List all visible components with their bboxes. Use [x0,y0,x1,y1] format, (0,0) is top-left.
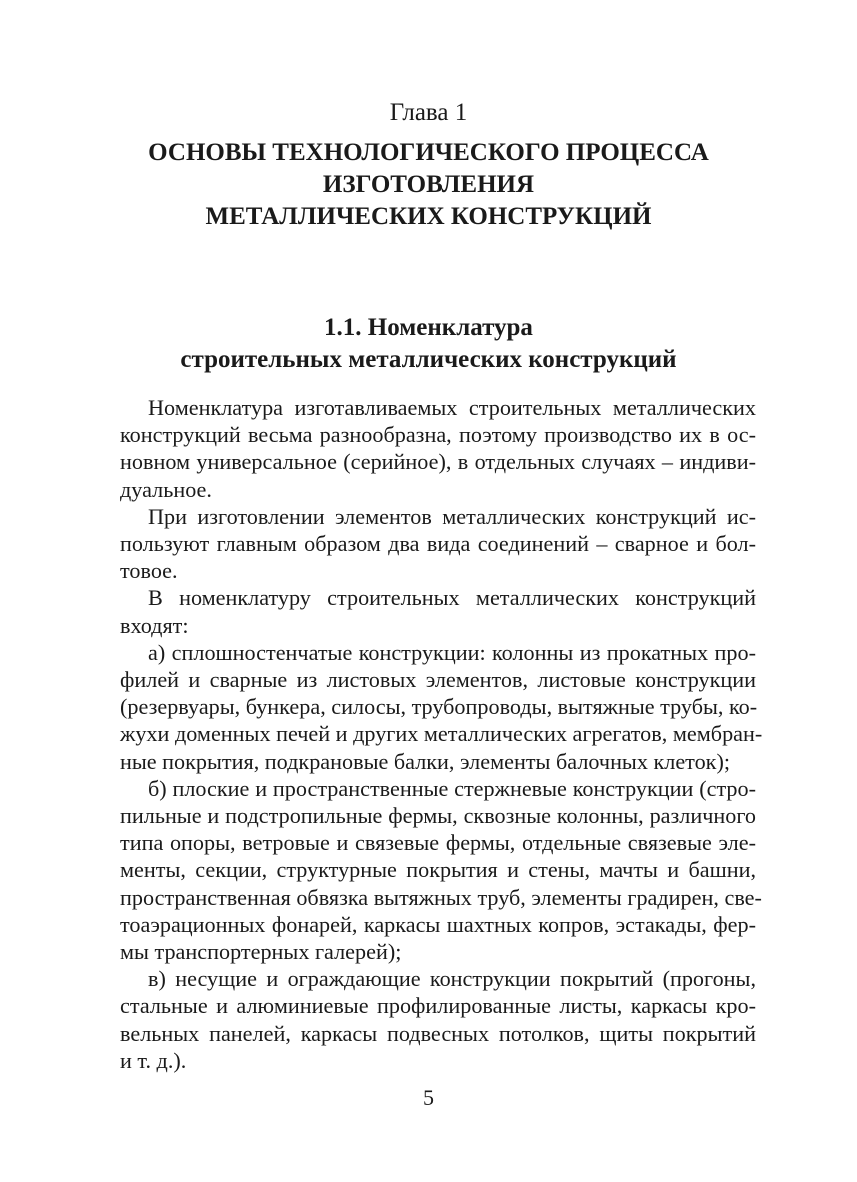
paragraph [120,965,756,1074]
chapter-title [0,137,857,233]
chapter-label: Глава 1 [389,99,468,126]
text-line: пользуют главным образом два вида соединений – сварное и бол- [120,531,756,557]
text-line: конструкций весьма разнообразна, поэтому производство их в ос- [120,422,756,448]
paragraph [120,775,762,965]
body-text [120,394,763,1074]
text-line: б) плоские и пространственные стержневые конструкции (стро- [148,775,756,801]
paragraph [120,394,756,503]
text-line: мы транспортерных галерей); [120,939,402,965]
text-line: ные покрытия, подкрановые балки, элементы балочных клеток); [120,748,731,774]
paragraph [120,584,756,638]
text-line: пространственная обвязка вытяжных труб, элементы градирен, све- [120,884,762,910]
text-line: в) несущие и ограждающие конструкции покрытий (прогоны, [148,966,756,992]
text-line: новном универсальное (серийное), в отдельных случаях – индиви- [120,449,756,475]
text-line: дуальное. [120,476,212,502]
section-title-line: 1.1. Номенклатура [324,314,533,341]
chapter-title-line: МЕТАЛЛИЧЕСКИХ КОНСТРУКЦИЙ [205,203,652,230]
paragraph [120,639,763,775]
text-line: и т. д.). [120,1047,187,1073]
text-line: входят: [120,612,189,638]
text-line: а) сплошностенчатые конструкции: колонны из прокатных про- [148,639,756,665]
section-title-line: строительных металлических конструкций [180,346,677,373]
text-line: В номенклатуру строительных металлических конструкций [148,585,756,611]
text-line: товое. [120,558,178,584]
text-line: менты, секции, структурные покрытия и стены, мачты и башни, [120,857,756,883]
text-line: (резервуары, бункера, силосы, трубопроводы, вытяжные трубы, ко- [120,694,758,720]
paragraph [120,503,756,585]
text-line: типа опоры, ветровые и связевые фермы, отдельные связевые эле- [120,830,756,856]
text-line: вельных панелей, каркасы подвесных потолков, щиты покрытий [120,1020,756,1046]
text-line: стальные и алюминиевые профилированные листы, каркасы кро- [120,993,756,1019]
text-line: При изготовлении элементов металлических конструкций ис- [148,503,756,529]
text-line: Номенклатура изготавливаемых строительных металлических [148,395,756,420]
text-line: тоаэрационных фонарей, каркасы шахтных копров, эстакады, фер- [120,911,756,937]
chapter-title-line: ИЗГОТОВЛЕНИЯ [322,171,535,198]
text-line: пильные и подстропильные фермы, сквозные колонны, различного [120,803,756,829]
chapter-title-line: ОСНОВЫ ТЕХНОЛОГИЧЕСКОГО ПРОЦЕССА [148,139,709,166]
text-line: филей и сварные из листовых элементов, листовые конструкции [120,667,756,693]
text-line: жухи доменных печей и других металлических агрегатов, мембран- [120,721,763,747]
section-title [0,312,857,376]
page-number: 5 [423,1085,434,1110]
